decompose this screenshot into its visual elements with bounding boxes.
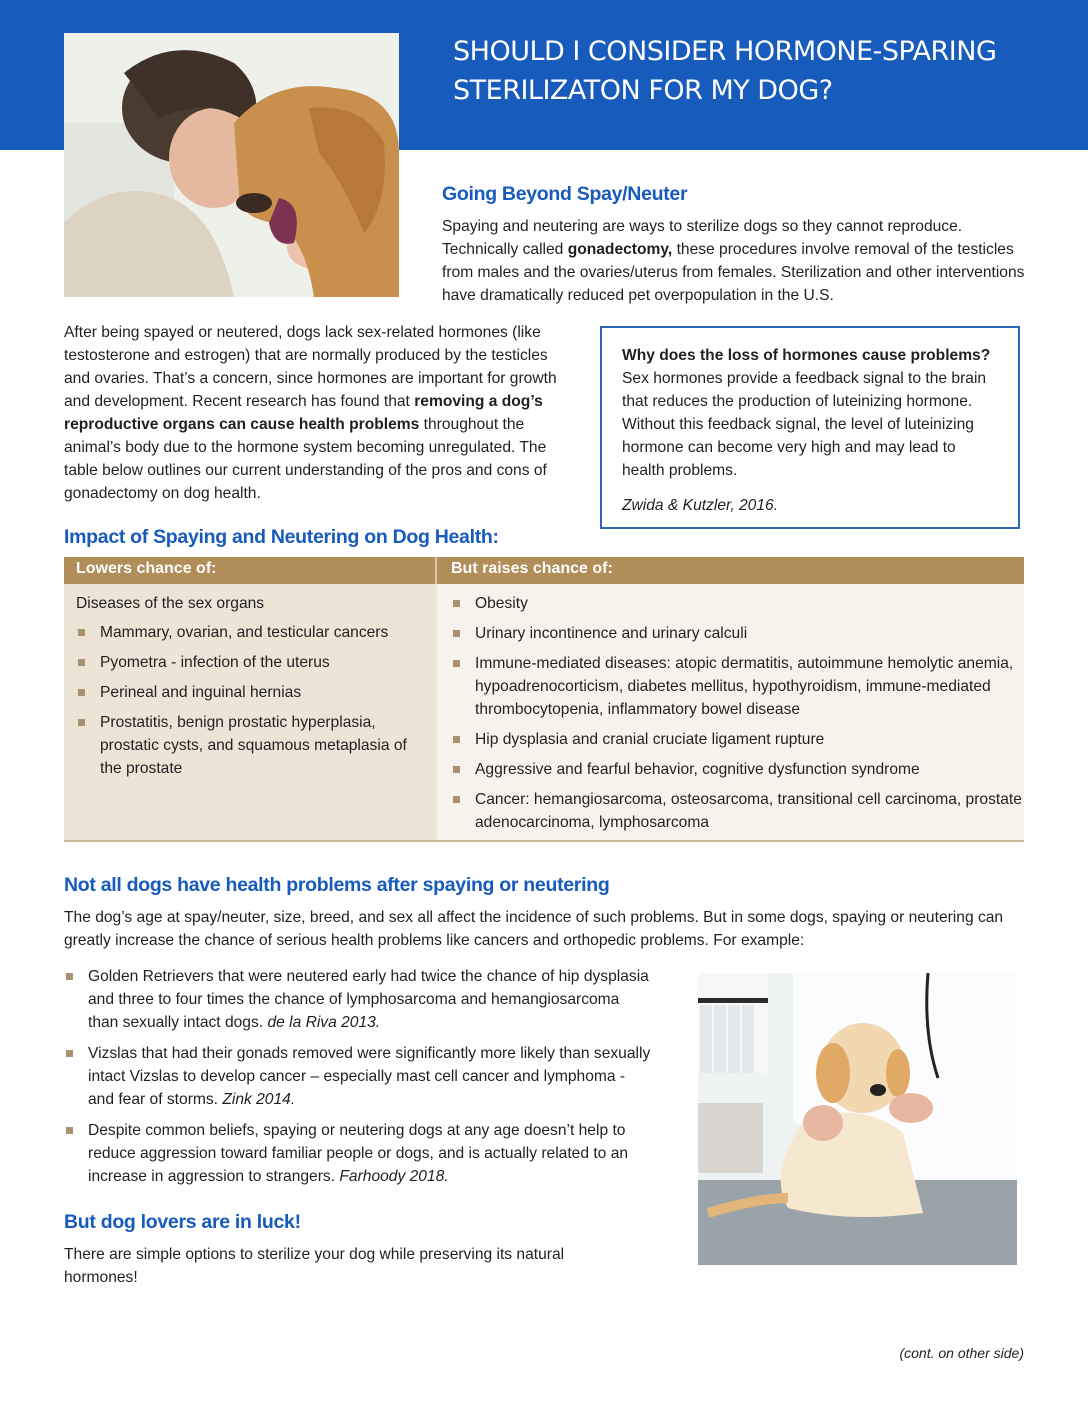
- square-bullet-icon: [66, 1050, 73, 1057]
- list-item: [451, 592, 1024, 615]
- table-body-row: [64, 584, 1024, 842]
- list-item: [76, 711, 437, 780]
- list-item-text: Immune-mediated diseases: atopic dermatitis, autoimmune hemolytic anemia, hypoadrenocorticism, diabetes mellitus, hypothyroidism, immune-mediated thrombocytopenia, inflammatory bowel disease: [475, 655, 1014, 718]
- example-citation: de la Riva 2013.: [267, 1014, 381, 1031]
- list-item: [76, 651, 437, 674]
- example-text: Despite common beliefs, spaying or neutering dogs at any age doesn’t help to reduce aggression toward familiar people or dogs, and is actually related to an increase in aggression to strangers.: [88, 1122, 629, 1185]
- impact-heading: Impact of Spaying and Neutering on Dog Health:: [64, 526, 499, 548]
- square-bullet-icon: [453, 660, 460, 667]
- square-bullet-icon: [453, 796, 460, 803]
- callout-citation: Zwida & Kutzler, 2016.: [622, 497, 779, 514]
- example-citation: Zink 2014.: [222, 1091, 296, 1108]
- list-item-text: Perineal and inguinal hernias: [100, 684, 302, 701]
- list-item: [76, 621, 437, 644]
- intro-heading: Going Beyond Spay/Neuter: [442, 183, 688, 205]
- list-item-text: Pyometra - infection of the uterus: [100, 654, 330, 671]
- list-item-text: Aggressive and fearful behavior, cognitive dysfunction syndrome: [475, 761, 920, 778]
- luck-heading: But dog lovers are in luck!: [64, 1211, 301, 1233]
- intro-text: Spaying and neutering are ways to sterilize dogs so they cannot reproduce. Technically called: [442, 218, 963, 258]
- list-item-text: Prostatitis, benign prostatic hyperplasia, prostatic cysts, and squamous metaplasia of the prostate: [100, 714, 407, 777]
- page-title: [453, 32, 1073, 110]
- list-item-text: Obesity: [475, 595, 528, 612]
- square-bullet-icon: [78, 719, 85, 726]
- list-item: [76, 681, 437, 704]
- list-item: [451, 788, 1024, 834]
- title-line-2: STERILIZATON FOR MY DOG?: [453, 75, 833, 106]
- example-text: Vizslas that had their gonads removed were significantly more likely than sexually intact Vizslas to develop cancer – especially mast cell cancer and lymphoma - and fear of storms.: [88, 1045, 651, 1108]
- square-bullet-icon: [78, 689, 85, 696]
- list-item-text: Mammary, ovarian, and testicular cancers: [100, 624, 389, 641]
- list-item-text: Urinary incontinence and urinary calculi: [475, 625, 748, 642]
- hormones-text: After being spayed or neutered, dogs lack sex-related hormones (like testosterone and estrogen) that are normally produced by the testicles and ovaries. That’s a concern, since hormones are important for growth and development. Recent research has found that: [64, 324, 557, 410]
- woman-with-dog-photo: [64, 33, 399, 297]
- square-bullet-icon: [453, 736, 460, 743]
- callout-body: Sex hormones provide a feedback signal to the brain that reduces the production of luteinizing hormone. Without this feedback signal, the level of luteinizing hormone can become very high and may lead to health problems.: [622, 370, 987, 479]
- table-header-row: [64, 557, 1024, 584]
- hormones-bold: removing a dog’s reproductive organs can cause health problems: [64, 393, 543, 433]
- intro-bold-term: gonadectomy,: [567, 241, 673, 258]
- square-bullet-icon: [453, 766, 460, 773]
- square-bullet-icon: [66, 973, 73, 980]
- list-item: [64, 1119, 654, 1188]
- list-item: [451, 652, 1024, 721]
- hormone-loss-callout: [600, 326, 1020, 529]
- luck-paragraph: There are simple options to sterilize your dog while preserving its natural hormones!: [64, 1246, 565, 1286]
- intro-text-continued: these procedures involve removal of the testicles from males and the ovaries/uterus from females. Sterilization and other interventions have dramatically reduced pet overpopulation in the U.S.: [442, 241, 1025, 304]
- raises-cell: [437, 584, 1024, 840]
- list-item: [451, 622, 1024, 645]
- column-header-raises: But raises chance of:: [451, 560, 613, 577]
- square-bullet-icon: [453, 600, 460, 607]
- raises-list: [451, 592, 1024, 834]
- example-text: Golden Retrievers that were neutered early had twice the chance of hip dysplasia and three to four times the chance of lymphosarcoma and hemangiosarcoma than sexually intact dogs.: [88, 968, 649, 1031]
- lowers-cell: [64, 584, 437, 840]
- column-header-lowers: Lowers chance of:: [64, 557, 437, 584]
- not-all-heading: Not all dogs have health problems after spaying or neutering: [64, 874, 610, 896]
- list-item: [64, 965, 654, 1034]
- vet-with-puppy-photo: [698, 973, 1017, 1265]
- lowers-intro: Diseases of the sex organs: [76, 595, 265, 612]
- hormones-text-continued: throughout the animal’s body due to the hormone system becoming unregulated. The table below outlines our current understanding of the pros and cons of gonadectomy on dog health.: [64, 416, 547, 502]
- square-bullet-icon: [66, 1127, 73, 1134]
- callout-question: Why does the loss of hormones cause problems?: [622, 347, 991, 364]
- lowers-list: [76, 621, 437, 780]
- list-item: [451, 758, 1024, 781]
- square-bullet-icon: [78, 629, 85, 636]
- title-line-1: SHOULD I CONSIDER HORMONE-SPARING: [453, 36, 997, 67]
- examples-list: [64, 965, 654, 1196]
- impact-table: [64, 557, 1024, 844]
- list-item: [451, 728, 1024, 751]
- square-bullet-icon: [78, 659, 85, 666]
- hormones-paragraph: [64, 321, 569, 505]
- not-all-paragraph: The dog’s age at spay/neuter, size, breed, and sex all affect the incidence of such problems. But in some dogs, spaying or neutering can greatly increase the chance of serious health problems like cancers and orthopedic problems. For example:: [64, 909, 1004, 949]
- list-item: [64, 1042, 654, 1111]
- square-bullet-icon: [453, 630, 460, 637]
- example-citation: Farhoody 2018.: [339, 1168, 449, 1185]
- intro-paragraph: [442, 215, 1027, 307]
- continued-note: (cont. on other side): [899, 1345, 1024, 1361]
- list-item-text: Cancer: hemangiosarcoma, osteosarcoma, transitional cell carcinoma, prostate adenocarcinoma, lymphosarcoma: [475, 791, 1022, 831]
- list-item-text: Hip dysplasia and cranial cruciate ligament rupture: [475, 731, 825, 748]
